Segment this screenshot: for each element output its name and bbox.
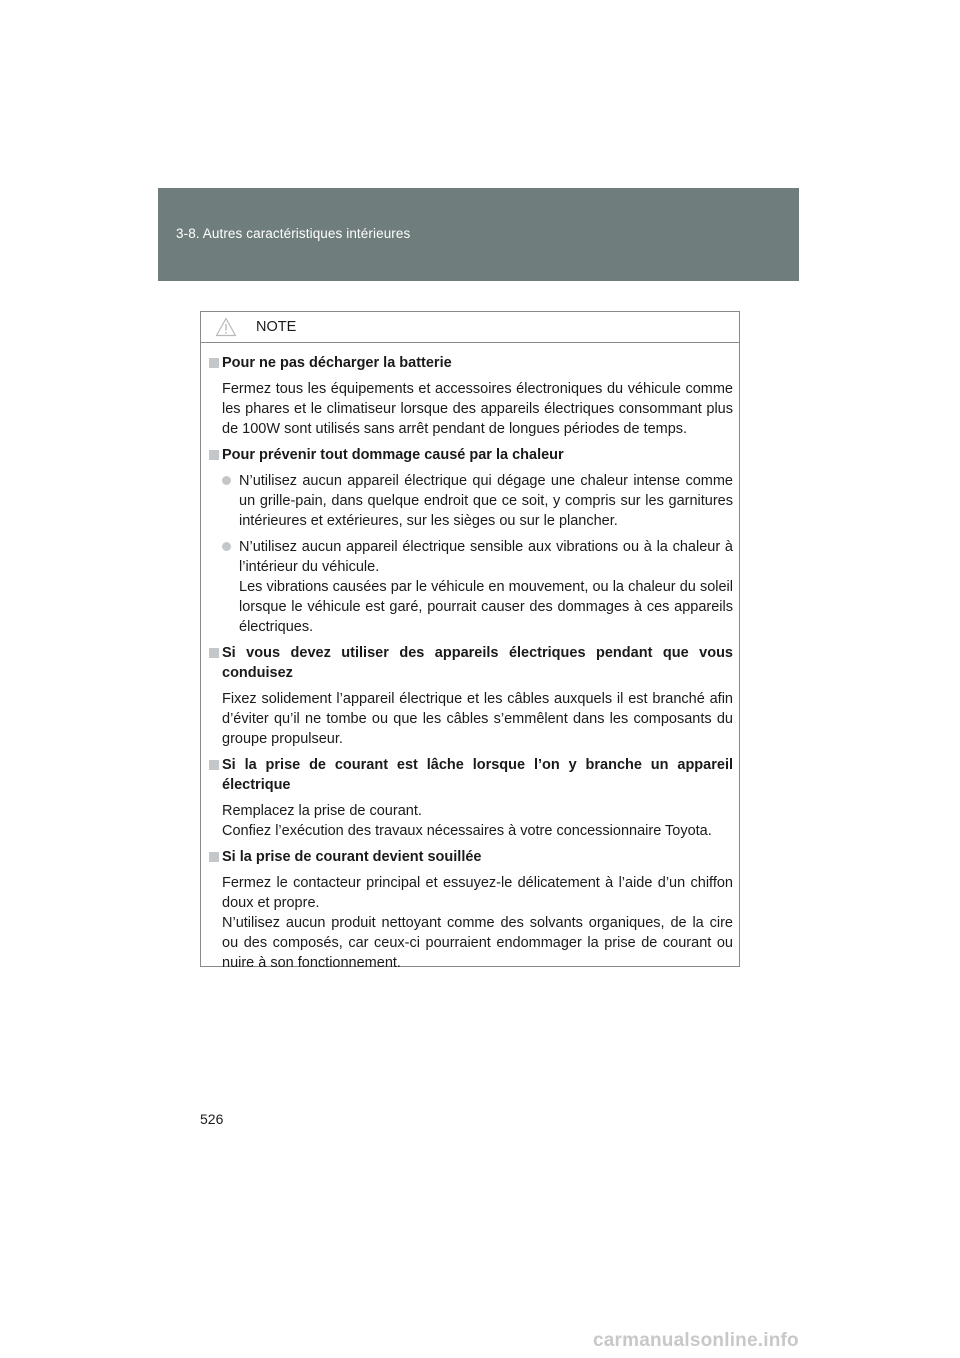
section-title: 3-8. Autres caractéristiques intérieures	[176, 226, 411, 241]
square-bullet-icon	[209, 760, 219, 770]
section-heading: Pour ne pas décharger la batterie	[209, 353, 733, 373]
square-bullet-icon	[209, 358, 219, 368]
section-dirty-socket	[209, 847, 733, 973]
round-bullet-icon	[222, 476, 231, 485]
section-paragraph: Fermez tous les équipements et accessoires électroniques du véhicule comme les phares et le climatiseur lorsque des appareils électriques consommant plus de 100W sont utilisés sans arrêt pendant de longues périodes de temps.	[222, 381, 733, 437]
note-box	[200, 311, 740, 971]
page-number: 526	[200, 1111, 224, 1127]
square-bullet-icon	[209, 450, 219, 460]
list-item: N’utilisez aucun appareil électrique qui dégage une chaleur intense comme un grille-pain, dans quelque endroit que ce soit, y compris sur les garnitures intérieures et extérieures, sur les sièges ou sur le plancher.	[222, 471, 733, 531]
square-bullet-icon	[209, 648, 219, 658]
section-heading: Si la prise de courant est lâche lorsque l’on y branche un appareil électrique	[209, 755, 733, 795]
section-header-band	[158, 188, 799, 281]
note-body	[201, 343, 739, 973]
watermark-text: carmanualsonline.info	[593, 1330, 799, 1351]
square-bullet-icon	[209, 852, 219, 862]
note-header	[201, 312, 739, 343]
section-heading: Si vous devez utiliser des appareils électriques pendant que vous conduisez	[209, 643, 733, 683]
section-heading: Pour prévenir tout dommage causé par la chaleur	[209, 445, 733, 465]
section-paragraph: Fixez solidement l’appareil électrique et les câbles auxquels il est branché afin d’éviter qu’il ne tombe ou que les câbles s’emmêlent dans les composants du groupe propulseur.	[222, 691, 733, 747]
section-loose-socket	[209, 755, 733, 841]
round-bullet-icon	[222, 542, 231, 551]
section-driving	[209, 643, 733, 749]
section-battery	[209, 353, 733, 439]
warning-triangle-icon	[215, 317, 237, 337]
section-paragraph: Fermez le contacteur principal et essuyez-le délicatement à l’aide d’un chiffon doux et propre. N’utilisez aucun produit nettoyant comme des solvants organiques, de la cire ou des composés, car ceux-ci pourraient endommager la prise de courant ou nuire à son fonctionnement.	[222, 875, 733, 971]
section-heading: Si la prise de courant devient souillée	[209, 847, 733, 867]
section-paragraph: Remplacez la prise de courant. Confiez l’exécution des travaux nécessaires à votre concessionnaire Toyota.	[222, 803, 712, 839]
section-heat	[209, 445, 733, 637]
list-item: N’utilisez aucun appareil électrique sensible aux vibrations ou à la chaleur à l’intérieur du véhicule. Les vibrations causées par le véhicule en mouvement, ou la chaleur du soleil lorsque le véhicule est garé, pourrait causer des dommages à ces appareils électriques.	[222, 537, 733, 637]
note-label: NOTE	[256, 319, 297, 335]
